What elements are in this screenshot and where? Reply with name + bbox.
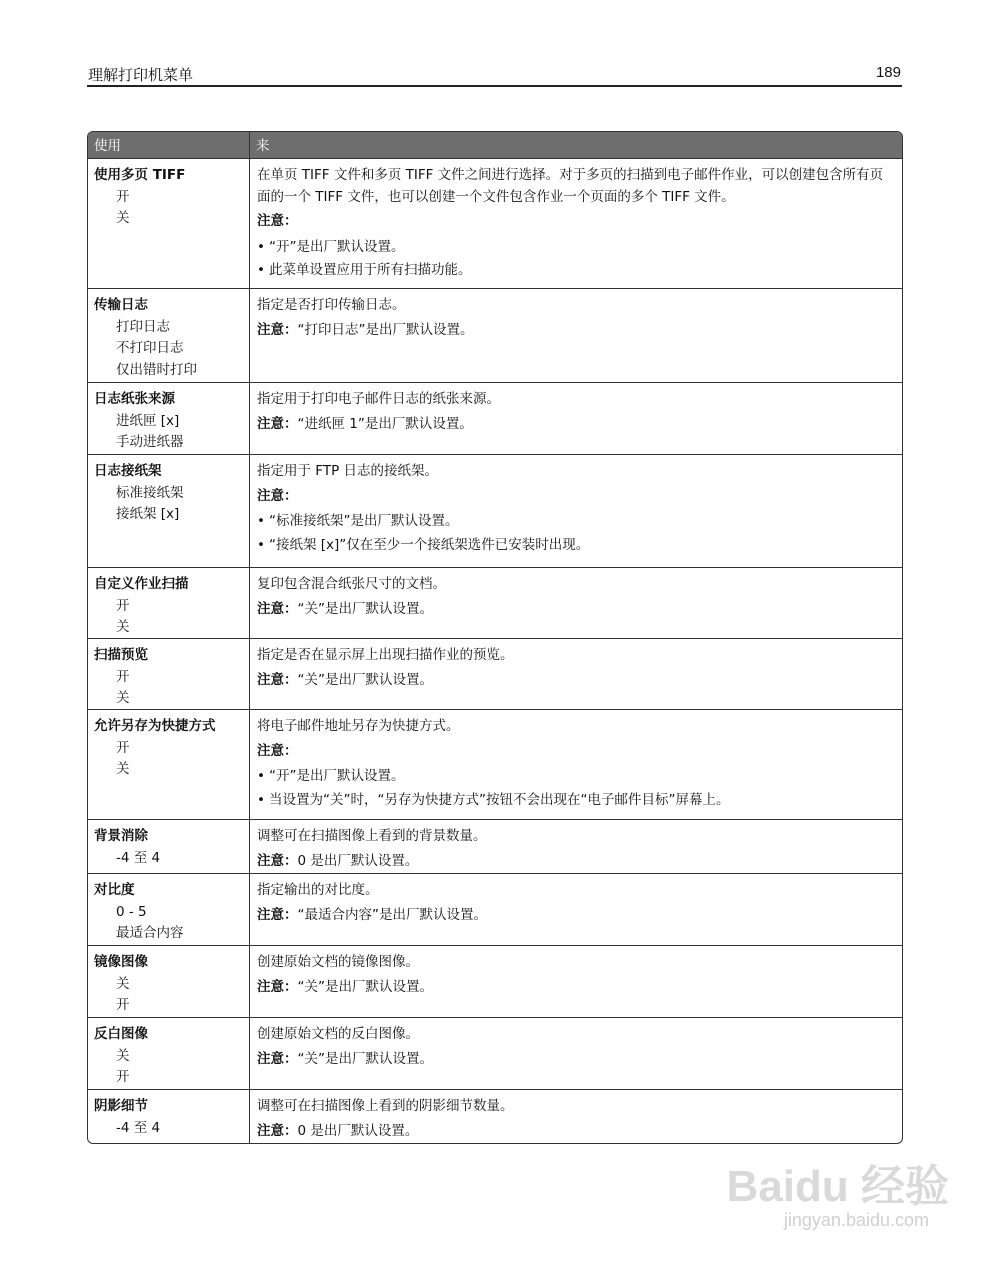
setting-name: 自定义作业扫描 <box>94 576 189 592</box>
setting-option: 手动进纸器 <box>116 434 184 450</box>
note-text: “打印日志”是出厂默认设置。 <box>297 321 474 338</box>
note-label: 注意： <box>257 213 298 229</box>
setting-option: 关 <box>116 761 130 777</box>
note <box>257 211 895 233</box>
setting-name: 对比度 <box>94 882 135 898</box>
description-text: 调整可在扫描图像上看到的背景数量。 <box>257 828 487 844</box>
note-label: 注意： <box>257 487 298 504</box>
setting-option: 开 <box>116 1069 130 1085</box>
setting-option: 最适合内容 <box>116 925 184 941</box>
note <box>257 1049 895 1071</box>
table-row <box>88 819 902 873</box>
description-cell <box>250 289 902 382</box>
table-header <box>88 132 902 158</box>
setting-option: 关 <box>116 690 130 706</box>
setting-option: 开 <box>116 597 130 614</box>
setting-option: 0 - 5 <box>116 903 147 920</box>
header-rule <box>87 85 902 87</box>
column-header-to: 来 <box>256 138 270 154</box>
watermark-logo: Baidu 经验 <box>726 1162 949 1211</box>
setting-option: -4 至 4 <box>116 1119 161 1136</box>
page-number: 189 <box>875 64 901 81</box>
setting-name: 镜像图像 <box>94 954 148 970</box>
description-cell <box>250 1090 902 1143</box>
setting-name: 扫描预览 <box>94 647 148 663</box>
setting-option: 开 <box>116 997 130 1013</box>
bullet-item: • “接纸架 [x]”仅在至少一个接纸架选件已安装时出现。 <box>257 535 895 557</box>
note-label: 注意： <box>257 1122 298 1139</box>
note-bullets <box>257 766 895 811</box>
setting-cell <box>88 1018 250 1089</box>
bullet-item: • “开”是出厂默认设置。 <box>257 766 895 788</box>
setting-option: 关 <box>116 210 130 226</box>
description-text: 调整可在扫描图像上看到的阴影细节数量。 <box>257 1098 514 1114</box>
table-row <box>88 288 902 382</box>
description-cell <box>250 1018 902 1089</box>
table-row <box>88 158 902 288</box>
description-cell <box>250 639 902 709</box>
note-label: 注意： <box>257 906 298 923</box>
menu-table <box>87 131 903 1144</box>
setting-cell <box>88 159 250 288</box>
bullet-item: • 当设置为“关”时，“另存为快捷方式”按钮不会出现在“电子邮件目标”屏幕上。 <box>257 790 895 812</box>
setting-name: 日志纸张来源 <box>94 391 175 407</box>
note-text: “关”是出厂默认设置。 <box>297 978 433 995</box>
note-text: “关”是出厂默认设置。 <box>297 600 433 617</box>
setting-option: 不打印日志 <box>116 340 184 356</box>
note <box>257 851 895 873</box>
description-cell <box>250 159 902 288</box>
setting-name: 使用多页 TIFF <box>94 167 186 183</box>
note <box>257 670 895 692</box>
table-row <box>88 709 902 819</box>
table-row <box>88 567 902 638</box>
setting-cell <box>88 946 250 1017</box>
setting-option: 打印日志 <box>116 318 170 335</box>
setting-option: 关 <box>116 619 130 635</box>
note-bullets <box>257 237 895 282</box>
setting-option: 关 <box>116 975 130 992</box>
note-label: 注意： <box>257 742 298 759</box>
watermark-url: jingyan.baidu.com <box>783 1210 929 1230</box>
table-row <box>88 1017 902 1089</box>
description-cell <box>250 710 902 819</box>
setting-cell <box>88 568 250 638</box>
table-row <box>88 382 902 454</box>
description-cell <box>250 383 902 454</box>
bullet-item: • “开”是出厂默认设置。 <box>257 237 895 259</box>
setting-option: -4 至 4 <box>116 849 161 866</box>
setting-cell <box>88 383 250 454</box>
setting-option: 开 <box>116 739 130 756</box>
setting-name: 阴影细节 <box>94 1098 148 1114</box>
note <box>257 1121 895 1143</box>
description-cell <box>250 820 902 873</box>
setting-option: 仅出错时打印 <box>116 361 197 378</box>
note-label: 注意： <box>257 1050 298 1067</box>
setting-cell <box>88 639 250 709</box>
setting-cell <box>88 1090 250 1143</box>
description-text: 指定用于打印电子邮件日志的纸张来源。 <box>257 391 500 407</box>
note-label: 注意： <box>257 415 298 432</box>
note-text: 0 是出厂默认设置。 <box>297 1122 419 1139</box>
description-text: 指定用于 FTP 日志的接纸架。 <box>257 463 438 479</box>
table-row <box>88 873 902 945</box>
note <box>257 320 895 342</box>
setting-option: 标准接纸架 <box>116 484 184 501</box>
setting-option: 接纸架 [x] <box>116 506 180 522</box>
bullet-item: • 此菜单设置应用于所有扫描功能。 <box>257 260 895 282</box>
note-text: “关”是出厂默认设置。 <box>297 671 433 688</box>
note-label: 注意： <box>257 852 298 869</box>
setting-cell <box>88 455 250 567</box>
setting-option: 开 <box>116 668 130 685</box>
table-row <box>88 454 902 567</box>
note-text: 0 是出厂默认设置。 <box>297 852 419 869</box>
setting-cell <box>88 874 250 945</box>
note <box>257 741 895 763</box>
setting-name: 允许另存为快捷方式 <box>94 718 216 734</box>
setting-name: 反白图像 <box>94 1026 148 1042</box>
table-row <box>88 638 902 709</box>
setting-option: 开 <box>116 188 130 205</box>
note <box>257 977 895 999</box>
description-cell <box>250 946 902 1017</box>
setting-cell <box>88 289 250 382</box>
setting-option: 关 <box>116 1047 130 1064</box>
bullet-item: • “标准接纸架”是出厂默认设置。 <box>257 511 895 533</box>
note-label: 注意： <box>257 321 298 338</box>
description-text: 复印包含混合纸张尺寸的文档。 <box>257 576 446 592</box>
setting-cell <box>88 710 250 819</box>
note-text: “关”是出厂默认设置。 <box>297 1050 433 1067</box>
description-text: 创建原始文档的反白图像。 <box>257 1026 419 1042</box>
description-text: 指定是否在显示屏上出现扫描作业的预览。 <box>257 647 514 663</box>
setting-name: 日志接纸架 <box>94 463 162 479</box>
setting-option: 进纸匣 [x] <box>116 412 180 429</box>
note-label: 注意： <box>257 671 298 688</box>
description-text: 创建原始文档的镜像图像。 <box>257 954 419 970</box>
description-cell <box>250 455 902 567</box>
setting-cell <box>88 820 250 873</box>
setting-name: 传输日志 <box>94 297 148 313</box>
note-label: 注意： <box>257 978 298 995</box>
column-header-use: 使用 <box>88 132 250 158</box>
description-text: 指定输出的对比度。 <box>257 882 379 898</box>
description-text: 将电子邮件地址另存为快捷方式。 <box>257 718 460 734</box>
description-text: 在单页 TIFF 文件和多页 TIFF 文件之间进行选择。对于多页的扫描到电子邮件作业，可以创建包含所有页面的一个 TIFF 文件，也可以创建一个文件包含作业一个页面的多个 TIFF 文件。 <box>257 167 884 205</box>
table-row <box>88 1089 902 1143</box>
table-row <box>88 945 902 1017</box>
note <box>257 905 895 927</box>
section-title: 理解打印机菜单 <box>88 66 194 84</box>
setting-name: 背景消除 <box>94 828 148 844</box>
note-bullets <box>257 511 895 556</box>
description-text: 指定是否打印传输日志。 <box>257 297 406 313</box>
description-cell <box>250 874 902 945</box>
note <box>257 414 895 436</box>
note-text: “最适合内容”是出厂默认设置。 <box>297 906 487 923</box>
description-cell <box>250 568 902 638</box>
note-label: 注意： <box>257 600 298 617</box>
note <box>257 486 895 508</box>
note <box>257 599 895 621</box>
note-text: “进纸匣 1”是出厂默认设置。 <box>297 415 473 432</box>
